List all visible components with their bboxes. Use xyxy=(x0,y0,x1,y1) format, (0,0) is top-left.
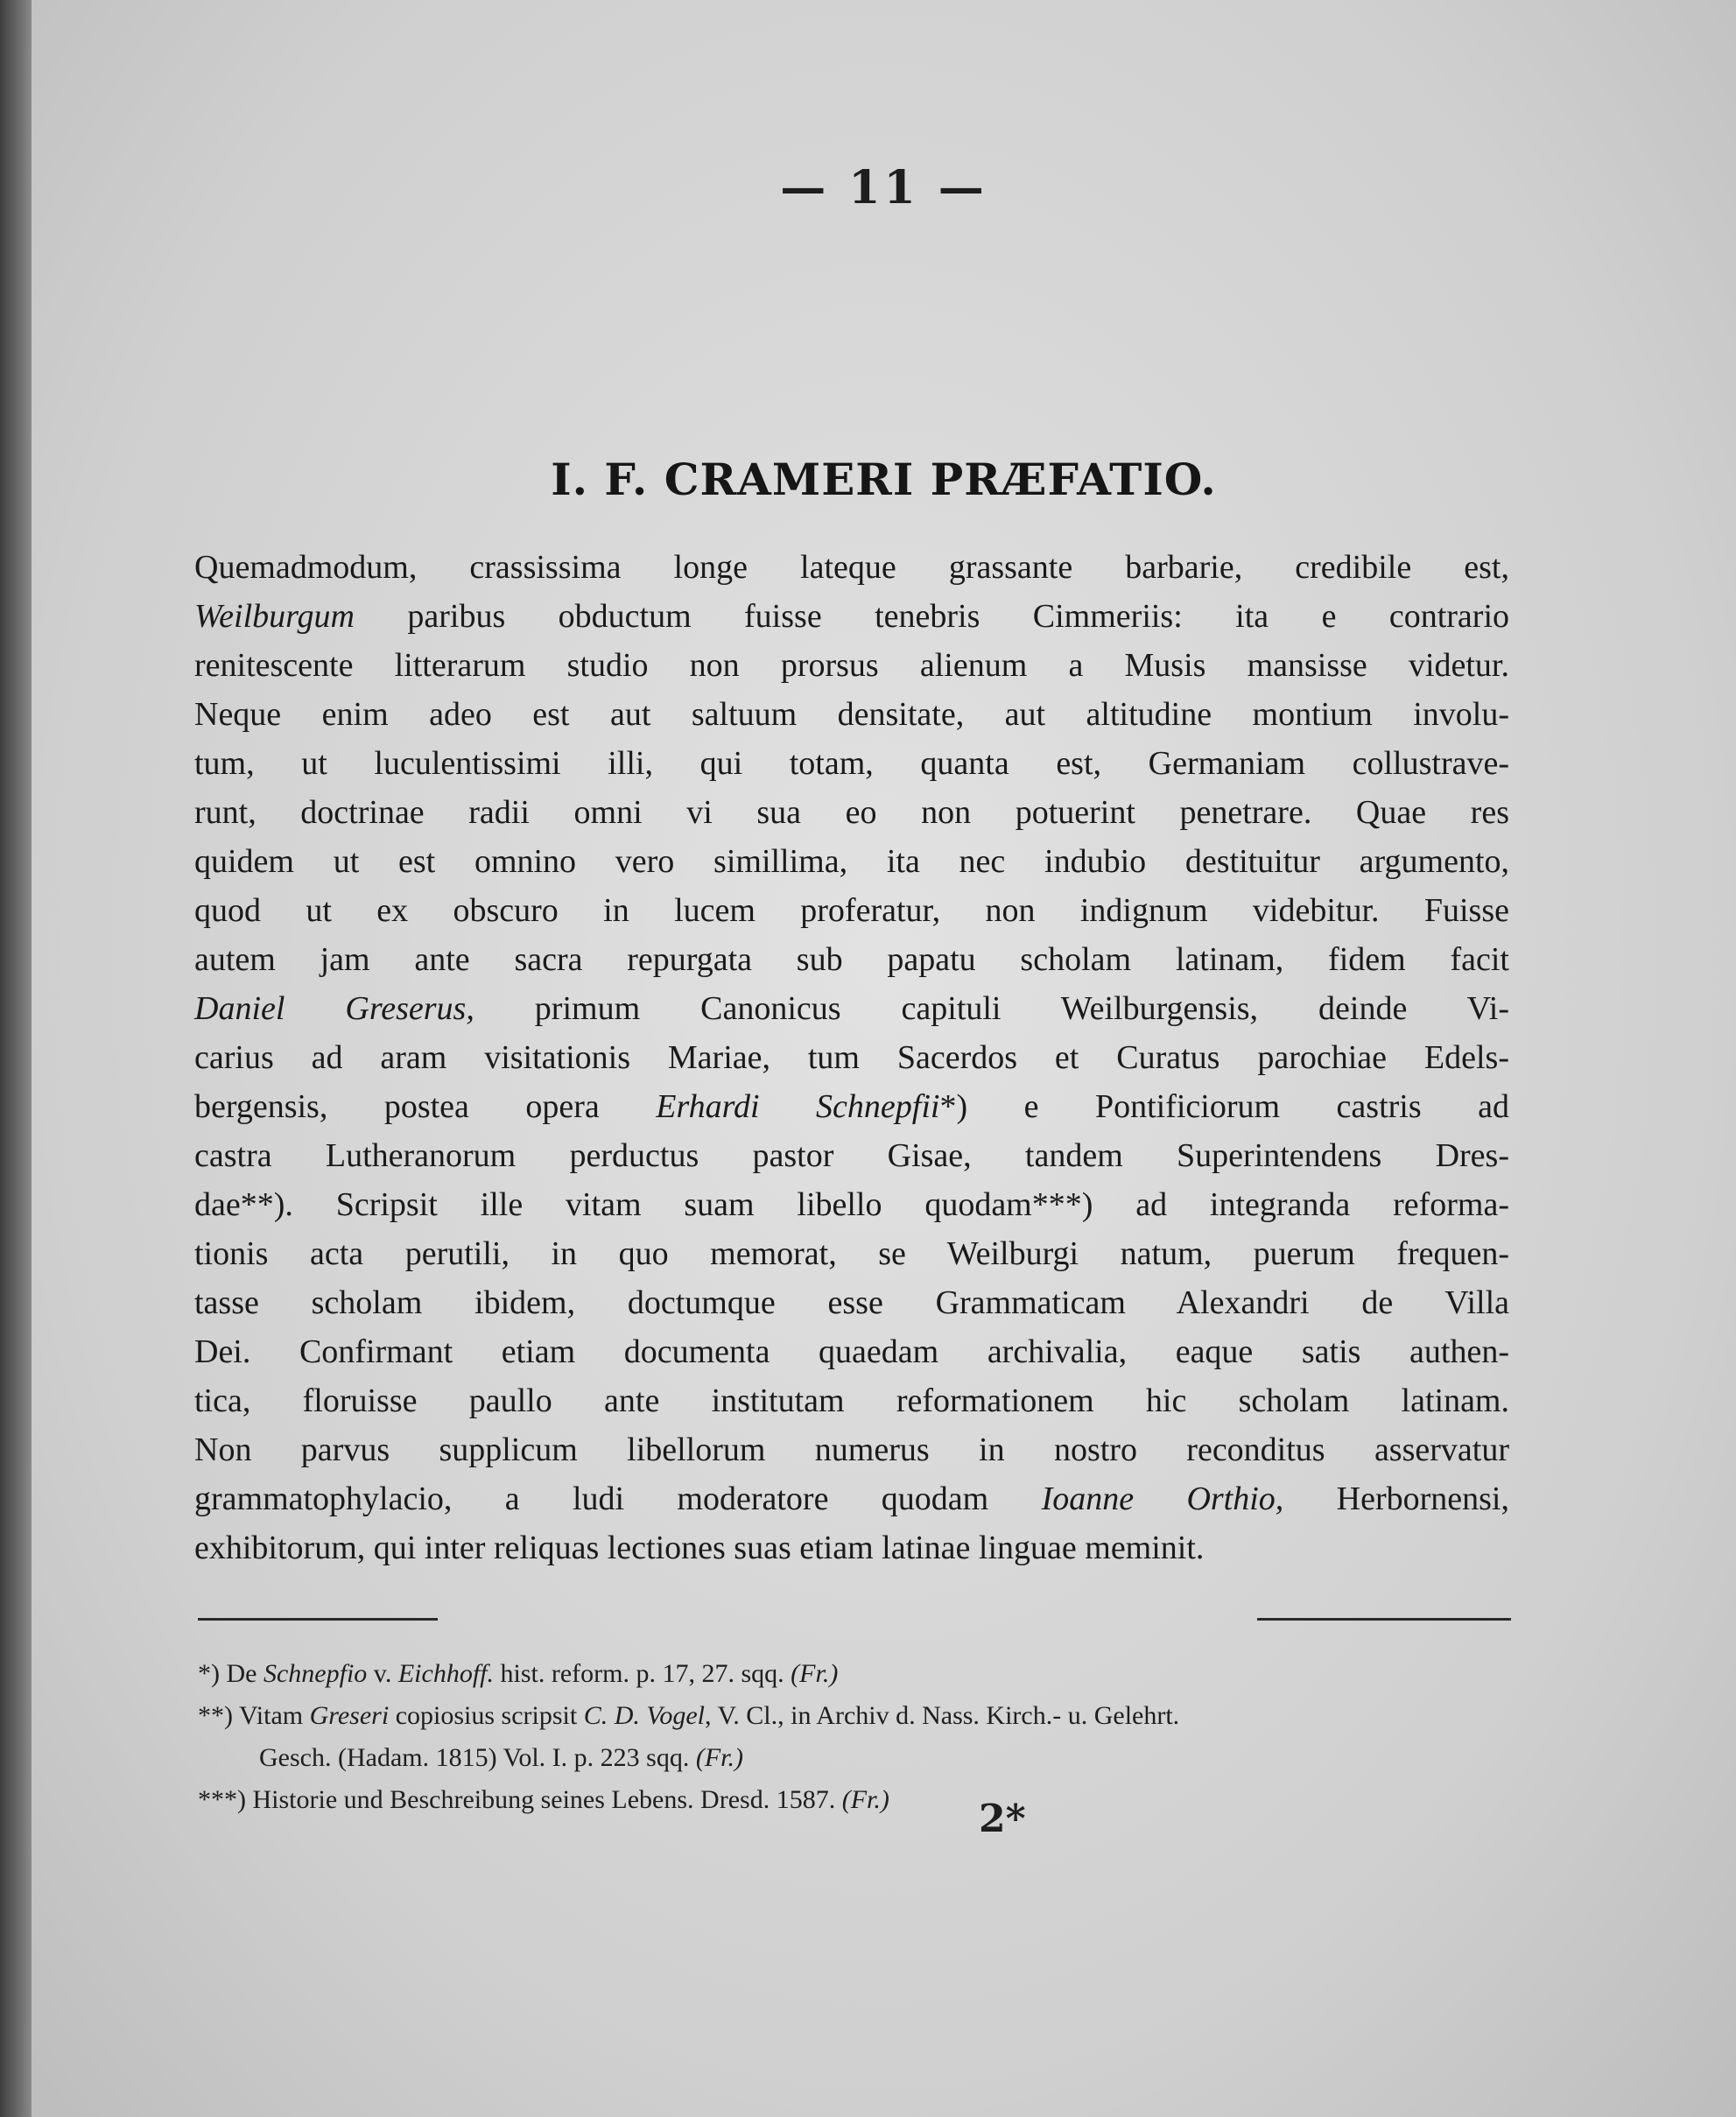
text-segment: autem jam ante sacra repurgata sub papatu scholam latinam, fidem facit xyxy=(194,941,1509,978)
footnote-italic: (Fr.) xyxy=(791,1659,839,1688)
footnote-line xyxy=(198,1779,1511,1821)
text-segment: runt, doctrinae radii omni vi sua eo non potuerint penetrare. Quae res xyxy=(194,794,1509,831)
footnote-text: , V. Cl., in Archiv d. Nass. Kirch.- u. Gelehrt. xyxy=(705,1701,1180,1730)
text-segment: Non parvus supplicum libellorum numerus in nostro reconditus asservatur xyxy=(194,1431,1509,1468)
text-line xyxy=(194,592,1509,641)
footnote-italic: (Fr.) xyxy=(695,1743,743,1772)
text-line xyxy=(194,1327,1509,1376)
text-line xyxy=(194,1278,1509,1327)
footnote-italic: (Fr.) xyxy=(841,1785,889,1814)
text-segment: paribus obductum fuisse tenebris Cimmeriis: ita e contrario xyxy=(354,598,1509,635)
signature-mark: 2* xyxy=(979,1797,1026,1841)
text-segment: Dei. Confirmant etiam documenta quaedam archivalia, eaque satis authen- xyxy=(194,1333,1509,1370)
text-line xyxy=(194,1523,1509,1572)
footnote-text: copiosius scripsit xyxy=(389,1701,584,1730)
text-line xyxy=(194,788,1509,837)
text-line xyxy=(194,886,1509,935)
footnote-rule-left xyxy=(198,1618,438,1621)
footnote-text: **) Vitam xyxy=(198,1701,310,1730)
text-line xyxy=(194,1425,1509,1474)
page-number: — 11 — xyxy=(780,161,987,215)
text-line xyxy=(194,739,1509,788)
text-line xyxy=(194,543,1509,592)
text-segment: *) e Pontificiorum castris ad xyxy=(939,1088,1509,1125)
text-line xyxy=(194,1131,1509,1180)
text-line xyxy=(194,935,1509,984)
text-segment: tionis acta perutili, in quo memorat, se Weilburgi natum, puerum frequen- xyxy=(194,1235,1509,1272)
body-text xyxy=(194,543,1509,1572)
text-line xyxy=(194,1180,1509,1229)
text-line xyxy=(194,1229,1509,1278)
footnote-line xyxy=(198,1737,1511,1779)
text-segment: primum Canonicus capituli Weilburgensis, deinde Vi- xyxy=(474,990,1509,1027)
text-segment: Herbornensi, xyxy=(1283,1480,1509,1517)
page-title: I. F. CRAMERI PRÆFATIO. xyxy=(551,454,1217,505)
footnote-text: hist. reform. p. 17, 27. sqq. xyxy=(494,1659,791,1688)
text-line xyxy=(194,1033,1509,1082)
footnote-line xyxy=(198,1695,1511,1737)
footnote-italic: C. D. Vogel xyxy=(583,1701,706,1730)
footnote-rule-right xyxy=(1257,1618,1511,1621)
text-segment: bergensis, postea opera xyxy=(194,1088,657,1125)
footnote-line xyxy=(198,1653,1511,1695)
italic-name: Daniel Greserus, xyxy=(194,990,474,1027)
italic-name: Erhardi Schnepfii xyxy=(656,1088,940,1125)
footnote-italic: Greseri xyxy=(309,1701,390,1730)
scan-binding-edge xyxy=(0,0,32,2117)
text-line xyxy=(194,1474,1509,1523)
text-segment: grammatophylacio, a ludi moderatore quodam xyxy=(194,1480,1042,1517)
text-line xyxy=(194,1376,1509,1425)
italic-name: Ioanne Orthio, xyxy=(1041,1480,1284,1517)
text-line xyxy=(194,1082,1509,1131)
text-segment: quod ut ex obscuro in lucem proferatur, non indignum videbitur. Fuisse xyxy=(194,892,1509,929)
footnote-text: *) De xyxy=(198,1659,264,1688)
footnote-text: v. xyxy=(367,1659,398,1688)
text-segment: carius ad aram visitationis Mariae, tum Sacerdos et Curatus parochiae Edels- xyxy=(194,1039,1509,1076)
text-line xyxy=(194,641,1509,690)
text-segment: Neque enim adeo est aut saltuum densitate, aut altitudine montium involu- xyxy=(194,696,1509,733)
text-line xyxy=(194,984,1509,1033)
text-segment: quidem ut est omnino vero simillima, ita nec indubio destituitur argumento, xyxy=(194,843,1509,880)
text-segment: dae**). Scripsit ille vitam suam libello quodam***) ad integranda reforma- xyxy=(194,1186,1509,1223)
text-segment: exhibitorum, qui inter reliquas lectiones suas etiam latinae linguae meminit. xyxy=(194,1530,1205,1566)
footnote-text: ***) Historie und Beschreibung seines Lebens. Dresd. 1587. xyxy=(198,1785,842,1814)
italic-name: Weilburgum xyxy=(194,598,355,635)
text-line xyxy=(194,690,1509,739)
text-segment: tica, floruisse paullo ante institutam reformationem hic scholam latinam. xyxy=(194,1382,1509,1419)
text-segment: tasse scholam ibidem, doctumque esse Grammaticam Alexandri de Villa xyxy=(194,1284,1509,1321)
text-segment: tum, ut luculentissimi illi, qui totam, quanta est, Germaniam collustrave- xyxy=(194,745,1509,782)
text-line xyxy=(194,837,1509,886)
footnote-italic: Eichhoff. xyxy=(397,1659,495,1688)
text-segment: castra Lutheranorum perductus pastor Gisae, tandem Superintendens Dres- xyxy=(194,1137,1509,1174)
footnote-text: Gesch. (Hadam. 1815) Vol. I. p. 223 sqq. xyxy=(259,1743,696,1772)
text-segment: renitescente litterarum studio non prorsus alienum a Musis mansisse videtur. xyxy=(194,647,1509,684)
text-segment: Quemadmodum, crassissima longe lateque grassante barbarie, credibile est, xyxy=(194,549,1509,586)
book-page xyxy=(32,0,1736,2117)
footnote-italic: Schnepfio xyxy=(263,1659,368,1688)
footnotes xyxy=(198,1653,1511,1821)
